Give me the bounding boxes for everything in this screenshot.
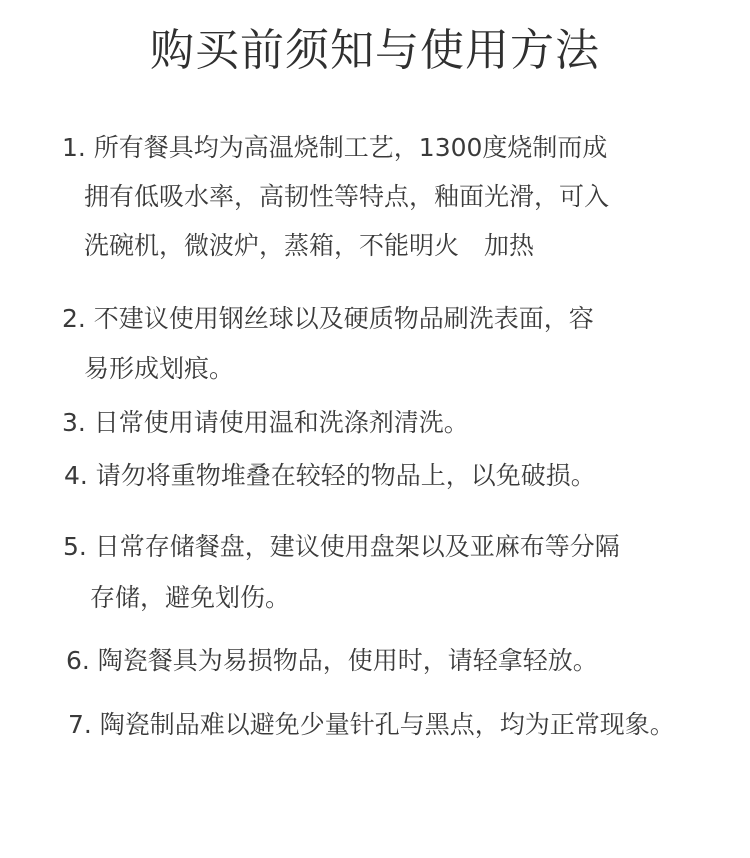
notice-line: 易形成划痕。 <box>84 354 235 383</box>
notice-line: 存储，避免划伤。 <box>90 583 291 612</box>
notice-line: 1. 所有餐具均为高温烧制工艺，1300度烧制而成 <box>62 133 608 162</box>
notice-line: 4. 请勿将重物堆叠在较轻的物品上，以免破损。 <box>64 461 596 490</box>
notice-line: 洗碗机，微波炉，蒸箱，不能明火 加热 <box>84 231 535 260</box>
notice-line: 2. 不建议使用钢丝球以及硬质物品刷洗表面，容 <box>62 304 594 333</box>
notice-line: 6. 陶瓷餐具为易损物品，使用时，请轻拿轻放。 <box>66 646 598 675</box>
notice-line: 3. 日常使用请使用温和洗涤剂清洗。 <box>62 408 469 437</box>
notice-line: 7. 陶瓷制品难以避免少量针孔与黑点，均为正常现象。 <box>68 710 675 739</box>
notice-line: 5. 日常存储餐盘，建议使用盘架以及亚麻布等分隔 <box>63 532 620 561</box>
notice-line: 拥有低吸水率，高韧性等特点，釉面光滑，可入 <box>84 182 610 211</box>
page-title: 购买前须知与使用方法 <box>150 25 600 76</box>
